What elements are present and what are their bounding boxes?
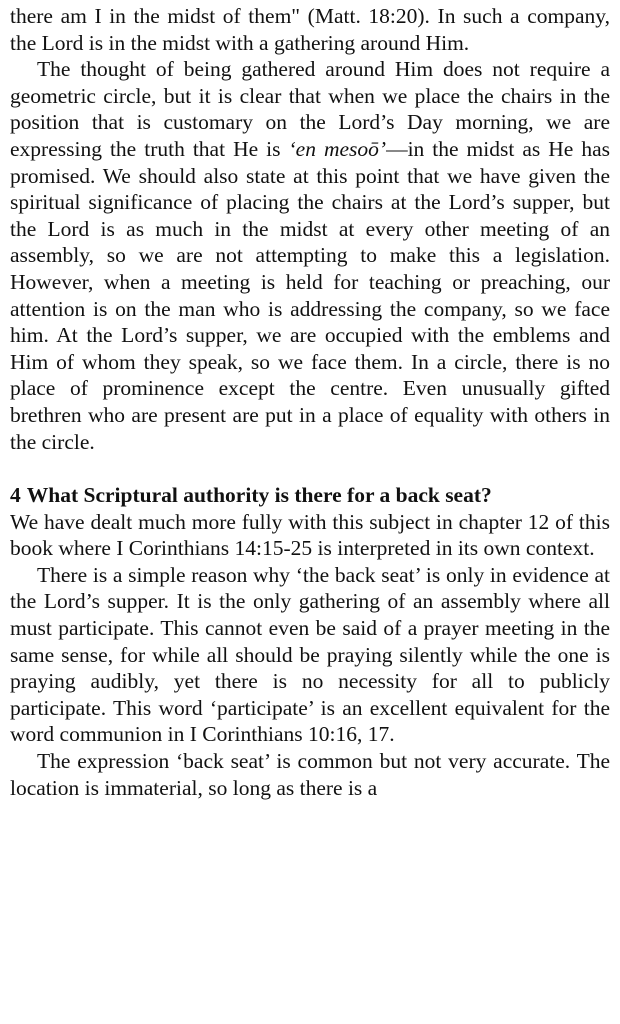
question-number: 4 (10, 483, 21, 508)
answer-paragraph-3: The expression ‘back seat’ is common but not very accurate. The location is immaterial, so long as there is a (10, 749, 610, 800)
question-heading (10, 482, 610, 509)
paragraph-text-before: The thought of being gathered around Him does not require a geometric circle, but it is clear that when we place the chairs in the position that is customary on the Lord’s Day morning, we are expressing the truth that He is (10, 57, 610, 161)
question-text: What Scriptural authority is there for a back seat? (26, 483, 492, 508)
greek-phrase: ‘en mesoō’ (288, 136, 387, 161)
answer-paragraph-1: We have dealt much more fully with this subject in chapter 12 of this book where I Corinthians 14:15-25 is interpreted in its own context. (10, 509, 610, 561)
book-page (10, 3, 610, 801)
paragraph-circle-gathering (10, 56, 610, 455)
answer-paragraph-2: There is a simple reason why ‘the back seat’ is only in evidence at the Lord’s supper. It is the only gathering of an assembly where all must participate. This cannot even be said of a prayer meeting in the same sense, for while all should be praying silently while the one is praying audibly, yet there is no necessity for all to publicly participate. This word ‘participate’ is an excellent equivalent for the word communion in I Corinthians 10:16, 17. (10, 562, 610, 747)
paragraph-text-after: —in the midst as He has promised. We should also state at this point that we have given the spiritual significance of placing the chairs at the Lord’s supper, but the Lord is as much in the midst at every other meeting of an assembly, so we are not attempting to make this a legislation. However, when a meeting is held for teaching or preaching, our attention is on the man who is addressing the company, so we face him. At the Lord’s supper, we are occupied with the emblems and Him of whom they speak, so we face them. In a circle, there is no place of prominence except the centre. Even unusually gifted brethren who are present are put in a place of equality with others in the circle. (10, 136, 610, 454)
paragraph-continuation: there am I in the midst of them" (Matt. 18:20). In such a company, the Lord is in the midst with a gathering around Him. (10, 4, 610, 55)
